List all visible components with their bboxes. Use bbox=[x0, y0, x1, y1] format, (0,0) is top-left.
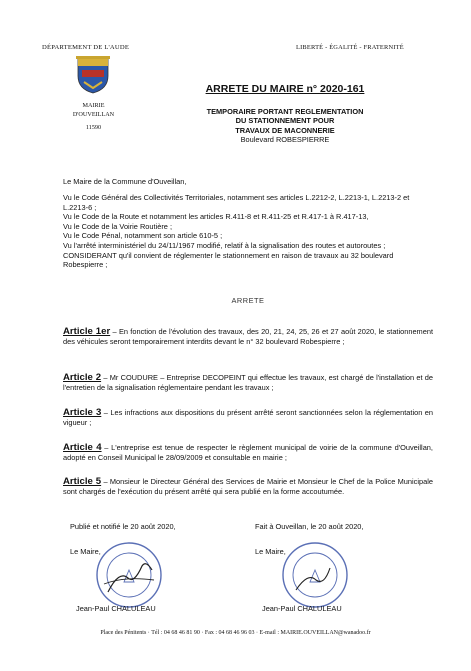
article-text: – Les infractions aux dispositions du présent arrêté seront sanctionnées selon la réglementation en vigueur ; bbox=[63, 408, 433, 428]
signer-name-right: Jean-Paul CHALULEAU bbox=[262, 604, 342, 613]
article-label: Article 5 bbox=[63, 476, 102, 487]
mairie-stamp-right bbox=[280, 540, 350, 610]
signer-name-left: Jean-Paul CHALULEAU bbox=[76, 604, 156, 613]
consideration-item: Vu le Code de la Voirie Routière ; bbox=[63, 221, 173, 231]
article-label: Article 3 bbox=[63, 407, 102, 418]
article-3 bbox=[63, 408, 433, 429]
subtitle-line-4: Boulevard ROBESPIERRE bbox=[240, 135, 330, 145]
consideration-item: Vu le Code Général des Collectivités Territoriales, notamment ses articles L.2212-2, L.2213-1, L.2213-2 et L.2213-6 ; bbox=[63, 193, 410, 212]
article-4 bbox=[63, 443, 433, 464]
department-label: DÉPARTEMENT DE L'AUDE bbox=[42, 44, 130, 51]
subtitle-line-3: TRAVAUX DE MACONNERIE bbox=[235, 125, 335, 135]
motto-label: LIBERTÉ - ÉGALITÉ - FRATERNITÉ bbox=[296, 44, 404, 51]
consideration-item: Vu l'arrêté interministériel du 24/11/1967 modifié, relatif à la signalisation des routes et autoroutes ; bbox=[63, 240, 386, 250]
article-label: Article 4 bbox=[63, 442, 102, 453]
mairie-label: MAIRIE bbox=[82, 102, 105, 109]
subtitle-line-2: DU STATIONNEMENT POUR bbox=[235, 116, 335, 126]
article-text: – Mr COUDURE – Entreprise DECOPEINT qui effectue les travaux, est chargé de l'installation et de l'entretien de la signalisation réglementaire pendant les travaux ; bbox=[63, 373, 433, 393]
article-text: – Monsieur le Directeur Général des Services de Mairie et Monsieur le Chef de la Police Municipale sont chargés de l'exécution du présent arrêté qui sera publié en la forme accoutumée. bbox=[63, 477, 433, 497]
role-left: Le Maire, bbox=[70, 547, 101, 556]
town-crest-icon bbox=[76, 56, 110, 94]
footer-contact: Place des Pénitents · Tél : 04 68 46 81 90 · Fax : 04 68 46 96 03 · E-mail : MAIRIE.OUVEILLAN@wanadoo.fr bbox=[100, 630, 371, 636]
article-label: Article 1er bbox=[63, 326, 111, 337]
article-5 bbox=[63, 477, 433, 498]
page-title: ARRETE DU MAIRE n° 2020-161 bbox=[205, 83, 365, 95]
intro-text: Le Maire de la Commune d'Ouveillan, bbox=[63, 177, 187, 186]
published-text: Publié et notifié le 20 août 2020, bbox=[70, 522, 176, 531]
subtitle-block bbox=[140, 107, 430, 145]
article-text: – En fonction de l'évolution des travaux, des 20, 21, 24, 25, 26 et 27 août 2020, le stationnement des véhicules seront temporairement interdits devant le n° 32 boulevard Robespierre ; bbox=[63, 327, 433, 347]
done-at-text: Fait à Ouveillan, le 20 août 2020, bbox=[255, 522, 364, 531]
article-label: Article 2 bbox=[63, 372, 102, 383]
mairie-stamp-left bbox=[94, 540, 164, 610]
article-2 bbox=[63, 373, 433, 394]
considerations-list bbox=[63, 193, 433, 270]
article-1 bbox=[63, 327, 433, 348]
consideration-item: Vu le Code Pénal, notamment son article 610-5 ; bbox=[63, 231, 223, 241]
article-text: – L'entreprise est tenue de respecter le règlement municipal de voirie de la commune d'Ouveillan, adopté en Conseil Municipal le 28/09/2009 et consultable en mairie ; bbox=[63, 443, 433, 463]
postal-code: 11590 bbox=[85, 124, 102, 131]
consideration-item: Vu le Code de la Route et notamment les articles R.411-8 et R.411-25 et R.417-1 à R.417-13, bbox=[63, 212, 369, 222]
consideration-item: CONSIDERANT qu'il convient de réglementer le stationnement en raison de travaux au 32 boulevard Robespierre ; bbox=[63, 250, 394, 270]
role-right: Le Maire, bbox=[255, 547, 286, 556]
town-name: D'OUVEILLAN bbox=[72, 111, 115, 118]
arrete-heading: ARRETE bbox=[231, 296, 265, 305]
subtitle-line-1: TEMPORAIRE PORTANT REGLEMENTATION bbox=[206, 107, 364, 116]
